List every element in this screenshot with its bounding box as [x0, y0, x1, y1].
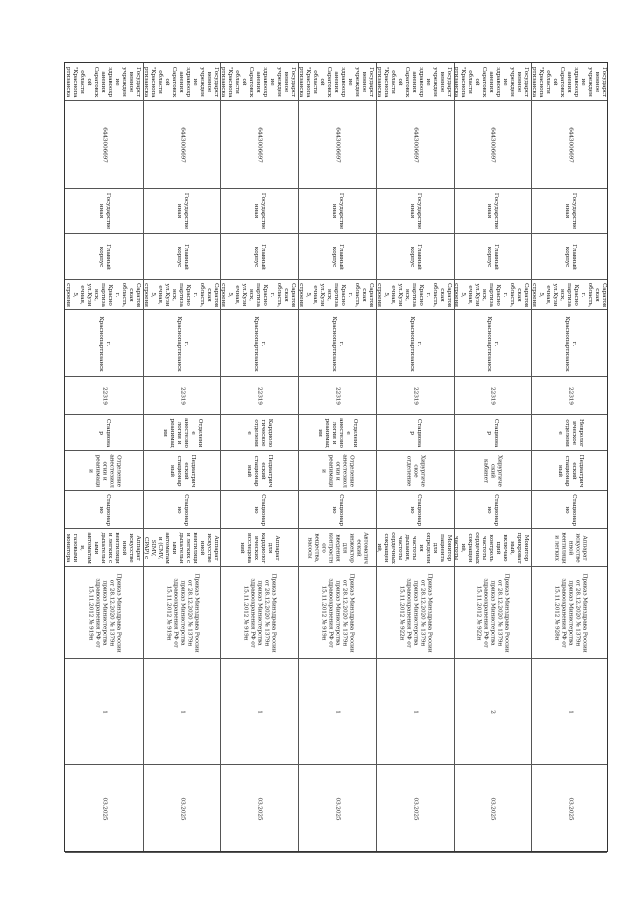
cell-text: Приказ Минздрава России от 28.12.2020 № 1379н приказ Министерства здравоохранения РФ от 15.11.2012 № 919н [320, 573, 355, 653]
table-cell [454, 491, 532, 529]
cell-text: Хирургический кабинет [482, 455, 503, 488]
cell-text: 22319 [412, 387, 419, 405]
cell-text: Государственное учреждение здравоохранения Саратовской области "Краснопартизанска [220, 66, 297, 98]
cell-text: 1 [179, 710, 186, 714]
cell-text: Стационарно [330, 494, 344, 527]
cell-text: Саратовская область, г. Краснопартизанск, ул.Кузнечная, 5, строени [298, 283, 374, 308]
cell-text: 6443006697 [567, 127, 574, 163]
table-cell [454, 310, 532, 377]
table-cell [454, 280, 532, 310]
cell-text: Государственное учреждение здравоохранения Саратовской области "Краснопартизанска [65, 66, 141, 98]
table-cell [220, 659, 298, 766]
cell-text: Педиатрический стационарный [246, 454, 274, 488]
table-cell [376, 765, 454, 853]
cell-text: Монитор прикроватный, включающий контроль частоты сердечных сокращений, частоты [453, 532, 530, 565]
table-cell [143, 63, 221, 101]
table-cell [454, 189, 532, 235]
table-cell [376, 101, 454, 189]
cell-text: Приказ Минздрава России от 28.12.2020 № 1379н приказ Министерства здравоохранения РФ от 15.11.2012 № 922н [475, 573, 510, 653]
table-cell [143, 415, 221, 451]
cell-text: 22319 [334, 387, 341, 405]
table-cell [143, 451, 221, 491]
table-cell [65, 310, 143, 377]
table-cell [143, 310, 221, 377]
cell-text: 6443006697 [179, 127, 186, 163]
table-cell [65, 234, 143, 280]
table-cell [220, 189, 298, 235]
cell-text: Главный корпус [253, 244, 267, 270]
table-cell [65, 189, 143, 235]
table-cell [531, 189, 609, 235]
cell-text: 2 [489, 710, 496, 714]
cell-text: 22319 [101, 387, 108, 405]
cell-text: Государственное учреждение здравоохранения Саратовской области "Краснопартизанска [375, 66, 452, 98]
table-cell [531, 377, 609, 415]
table-cell [376, 491, 454, 529]
cell-text: 6443006697 [489, 127, 496, 163]
table-cell [143, 189, 221, 235]
cell-text: Государственное учреждение здравоохранения Саратовской области "Краснопартизанска [298, 66, 374, 98]
cell-text: Стационар [408, 419, 422, 448]
cell-text: Главный корпус [408, 244, 422, 270]
cell-text: 03.2025 [567, 797, 574, 821]
table-cell [376, 310, 454, 377]
cell-text: г. Краснопартизанск [253, 316, 267, 372]
cell-text: Отделение анестезиологии и реанимации [161, 418, 203, 449]
table-cell [220, 63, 298, 101]
table-cell [143, 529, 221, 567]
cell-text: Государственное учреждение здравоохранения Саратовской области "Краснопартизанска [531, 66, 607, 98]
cell-text: Государственное учреждение здравоохранения Саратовской области "Краснопартизанска [142, 66, 219, 98]
table-cell [143, 280, 221, 310]
cell-text: Аппарат искусственной вентиляции легких с дыхательными автоматами (CMV, SIMV, CPAP) с [142, 532, 219, 565]
cell-text: г. Краснопартизанск [175, 316, 189, 372]
cell-text: Отделение анестезиологии и реанимации [316, 418, 358, 449]
table-cell [220, 310, 298, 377]
cell-text: г. Краснопартизанск [486, 316, 500, 372]
table-cell [65, 529, 143, 567]
table-cell [531, 451, 609, 491]
table-cell [220, 415, 298, 451]
table-cell [298, 377, 376, 415]
cell-text: Государственная [253, 193, 267, 230]
cell-text: Главный корпус [175, 244, 189, 270]
table-cell [143, 234, 221, 280]
cell-text: Саратовская область, г. Краснопартизанск, ул.Кузнечная, 5, строени [220, 283, 297, 308]
cell-text: Стационарно [408, 494, 422, 527]
table-cell [65, 63, 143, 101]
table-cell [298, 280, 376, 310]
table-cell [376, 189, 454, 235]
table-cell [298, 491, 376, 529]
cell-text: Государственная [330, 193, 344, 230]
cell-text: 03.2025 [101, 797, 108, 821]
table-cell [376, 234, 454, 280]
table-cell [298, 310, 376, 377]
cell-text: Кардиологическое отделение [246, 418, 274, 448]
table-cell [376, 529, 454, 567]
cell-text: Монитор пациента для определения частоты дыхания, частоты сердечных сокращений, [375, 532, 452, 565]
table-cell [65, 377, 143, 415]
table-cell [298, 63, 376, 101]
table-cell [298, 765, 376, 853]
cell-text: Саратовская область, г. Краснопартизанск, ул.Кузнечная, 5, строени [453, 283, 530, 308]
table-cell [143, 567, 221, 658]
table-cell [298, 234, 376, 280]
table-cell [531, 101, 609, 189]
cell-text: Педиатрический стационарный [168, 454, 196, 488]
cell-text: 03.2025 [179, 797, 186, 821]
document-table [64, 62, 608, 852]
cell-text: Отделение анестезиологии и реанимации [87, 454, 122, 488]
table-cell [454, 659, 532, 766]
cell-text: Приказ Минздрава России от 28.12.2020 № 1379н приказ Министерства здравоохранения РФ от 15.11.2012 № 919н [87, 573, 122, 653]
cell-text: Государственная [408, 193, 422, 230]
table-cell [531, 280, 609, 310]
table-cell [454, 234, 532, 280]
table-cell [143, 377, 221, 415]
table-cell [65, 491, 143, 529]
table-cell [220, 491, 298, 529]
table-cell [454, 567, 532, 658]
cell-text: Саратовская область, г. Краснопартизанск, ул.Кузнечная, 5, строени [531, 283, 607, 308]
cell-text: Саратовская область, г. Краснопартизанск, ул.Кузнечная, 5, строени [375, 283, 452, 308]
table-cell [454, 63, 532, 101]
cell-text: Главный корпус [486, 244, 500, 270]
table-cell [531, 567, 609, 658]
table-cell [143, 765, 221, 853]
table-cell [531, 415, 609, 451]
cell-text: 1 [567, 710, 574, 714]
cell-text: Саратовская область, г. Краснопартизанск, ул.Кузнечная, 5, строени [142, 283, 219, 308]
cell-text: 22319 [567, 387, 574, 405]
cell-text: Аппарат для кардиологических исследований [239, 533, 281, 564]
table-cell [298, 659, 376, 766]
table-cell [376, 415, 454, 451]
table-cell [220, 451, 298, 491]
cell-text: 22319 [179, 387, 186, 405]
cell-text: Отделение анестезиологии и реанимации [320, 454, 355, 488]
table-cell [454, 765, 532, 853]
table-cell [531, 234, 609, 280]
table-cell [143, 491, 221, 529]
table-cell [531, 659, 609, 766]
cell-text: Приказ Минздрава России от 28.12.2020 № 1379н приказ Министерства здравоохранения РФ от 15.11.2012 № 928н [553, 573, 588, 653]
cell-text: 6443006697 [256, 127, 263, 163]
table-cell [531, 491, 609, 529]
cell-text: Стационар [486, 419, 500, 448]
table-cell [65, 659, 143, 766]
cell-text: Аппарат искусственной вентиляции легких [553, 532, 588, 565]
cell-text: Стационарно [564, 494, 578, 527]
table-cell [376, 451, 454, 491]
cell-text: Приказ Минздрава России от 28.12.2020 № 1379н приказ Министерства здравоохранения РФ от 15.11.2012 № 922н [398, 573, 433, 653]
cell-text: Стационарно [175, 494, 189, 527]
cell-text: Приказ Минздрава России от 28.12.2020 № 1379н приказ Министерства здравоохранения РФ от 15.11.2012 № 919н [242, 573, 277, 653]
table-cell [220, 234, 298, 280]
cell-text: Стационарно [97, 494, 111, 527]
table-cell [376, 63, 454, 101]
table-cell [143, 101, 221, 189]
table-cell [298, 567, 376, 658]
cell-text: Неврологическое отделение [557, 419, 585, 448]
table-cell [376, 377, 454, 415]
cell-text: Государственное учреждение здравоохранения Саратовской области "Краснопартизанска [453, 66, 530, 98]
table-cell [220, 529, 298, 567]
table-cell [531, 63, 609, 101]
cell-text: Главный корпус [564, 244, 578, 270]
cell-text: 03.2025 [256, 797, 263, 821]
cell-text: 03.2025 [334, 797, 341, 821]
table-cell [220, 101, 298, 189]
cell-text: Государственная [97, 193, 111, 230]
cell-text: Хирургическое отделение [405, 455, 426, 488]
table-cell [298, 101, 376, 189]
cell-text: Государственная [175, 193, 189, 230]
cell-text: 03.2025 [412, 797, 419, 821]
table-cell [376, 659, 454, 766]
cell-text: 1 [334, 710, 341, 714]
cell-text: Главный корпус [330, 244, 344, 270]
table-cell [454, 101, 532, 189]
table-cell [220, 765, 298, 853]
cell-text: 1 [101, 710, 108, 714]
cell-text: 03.2025 [489, 797, 496, 821]
table-cell [65, 765, 143, 853]
table-cell [220, 567, 298, 658]
cell-text: Автоматический инжектор для введения контрастного вещества, насосы [306, 532, 369, 565]
table-cell [531, 765, 609, 853]
table-cell [65, 415, 143, 451]
cell-text: г. Краснопартизанск [330, 316, 344, 372]
cell-text: Государственная [564, 193, 578, 230]
table-cell [65, 280, 143, 310]
table-cell [65, 101, 143, 189]
cell-text: 6443006697 [412, 127, 419, 163]
cell-text: 22319 [489, 387, 496, 405]
table-cell [531, 310, 609, 377]
table-cell [298, 451, 376, 491]
table-cell [454, 415, 532, 451]
table-cell [298, 189, 376, 235]
table-cell [454, 377, 532, 415]
cell-text: Стационарно [253, 494, 267, 527]
cell-text: Стационар [97, 419, 111, 448]
table-cell [376, 280, 454, 310]
cell-text: 22319 [256, 387, 263, 405]
table-cell [220, 280, 298, 310]
cell-text: Саратовская область, г. Краснопартизанск, ул.Кузнечная, 5, строени [65, 283, 141, 308]
table-cell [454, 451, 532, 491]
table-cell [65, 567, 143, 658]
cell-text: г. Краснопартизанск [564, 316, 578, 372]
cell-text: 1 [412, 710, 419, 714]
cell-text: Главный корпус [97, 244, 111, 270]
table-cell [220, 377, 298, 415]
cell-text: 1 [256, 710, 263, 714]
table-cell [143, 659, 221, 766]
cell-text: Педиатрический стационарный [557, 454, 585, 488]
cell-text: 6443006697 [101, 127, 108, 163]
cell-text: Приказ Минздрава России от 28.12.2020 № 1379н приказ Министерства здравоохранения РФ от 15.11.2012 № 919н [165, 573, 200, 653]
table-cell [65, 451, 143, 491]
table-cell [298, 529, 376, 567]
table-cell [531, 529, 609, 567]
table-cell [376, 567, 454, 658]
table-cell [298, 415, 376, 451]
cell-text: Аппарат искусственной вентиляции легких с дыхательными автоматами, газовыми монитора [65, 532, 141, 565]
table-cell [454, 529, 532, 567]
cell-text: Государственная [486, 193, 500, 230]
cell-text: г. Краснопартизанск [97, 316, 111, 372]
cell-text: Стационарно [486, 494, 500, 527]
cell-text: 6443006697 [334, 127, 341, 163]
cell-text: г. Краснопартизанск [408, 316, 422, 372]
